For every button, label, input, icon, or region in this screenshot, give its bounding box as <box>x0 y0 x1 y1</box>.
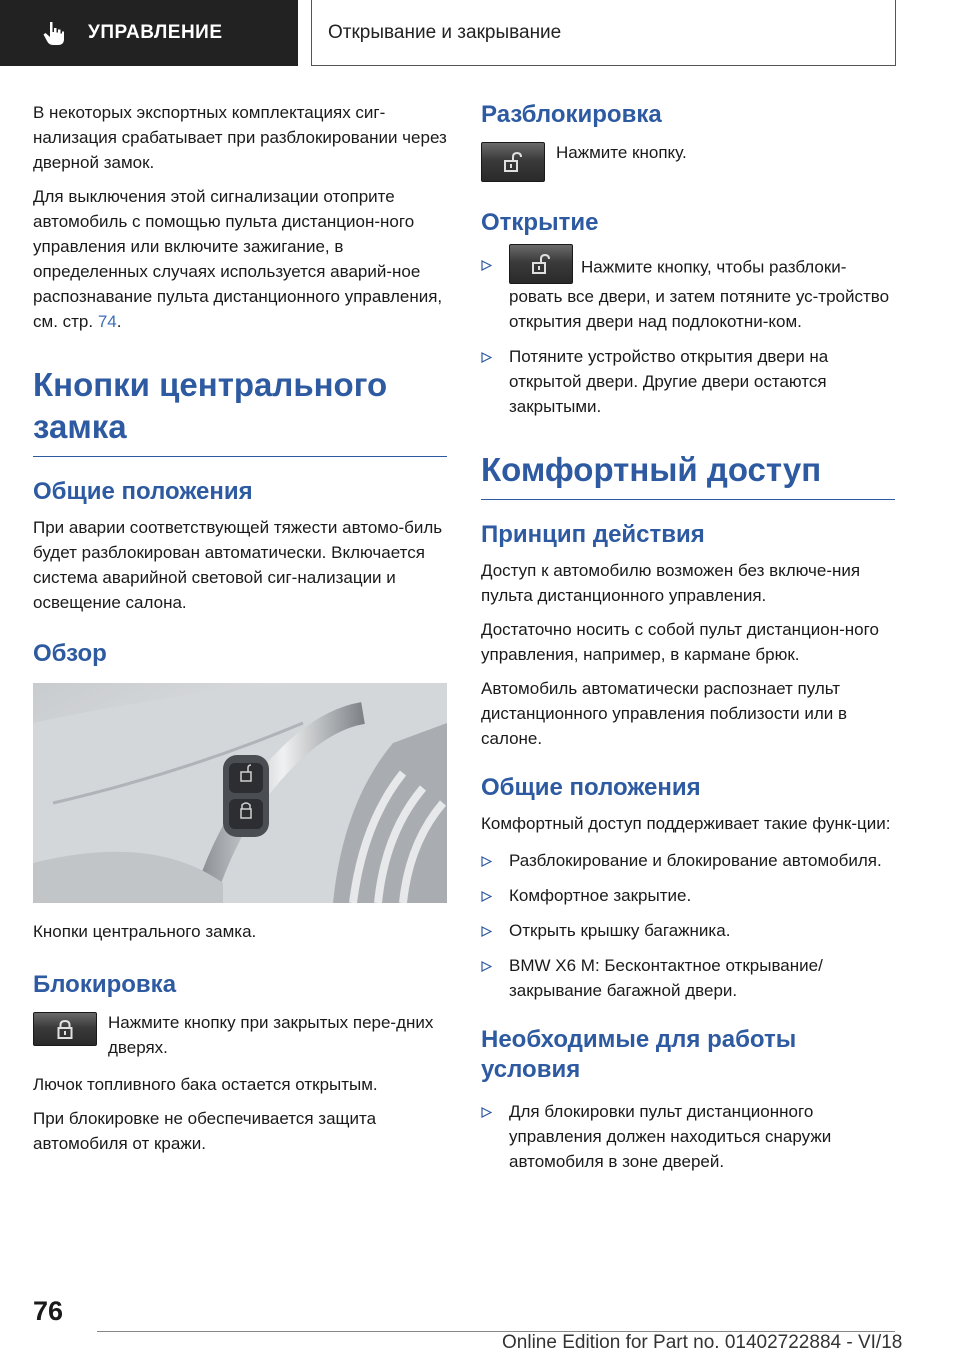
general2-heading: Общие положения <box>481 774 701 801</box>
list-item <box>481 953 895 1003</box>
bullet-triangle-icon <box>481 961 492 972</box>
unlock-instruction <box>481 140 895 182</box>
list-item <box>481 344 895 419</box>
unlock-heading: Разблокировка <box>481 101 662 128</box>
open-step-2-text: Потяните устройство открытия двери на открытой двери. Другие двери остаются закрытыми. <box>509 347 829 416</box>
lock-paragraph-1: Лючок топливного бака остается открытым. <box>33 1075 378 1094</box>
list-item <box>481 252 895 334</box>
unlock-instruction-text: Нажмите кнопку. <box>556 143 687 162</box>
conditions-heading: Необходимые для работы условия <box>481 1026 797 1083</box>
page-reference-link[interactable]: 74 <box>97 312 117 331</box>
conditions-list <box>481 1099 895 1174</box>
open-steps-list <box>481 252 895 419</box>
condition-text: Для блокировки пульт дистанционного управления должен находиться снаружи автомобиля в зоне дверей. <box>509 1102 832 1171</box>
lock-button-image <box>33 1012 97 1046</box>
lock-closed-icon <box>54 1018 76 1040</box>
page-header <box>0 0 960 66</box>
intro-paragraph-2-end: . <box>116 312 122 331</box>
bullet-triangle-icon <box>481 926 492 937</box>
intro-paragraph-2 <box>33 184 447 334</box>
section-tab <box>311 0 896 66</box>
lock-instruction <box>33 1010 447 1060</box>
general-paragraph: При аварии соответствующей тяжести автомо-биль будет разблокирован автоматически. Включается система аварийной световой сиг-нализации и освещение салона. <box>33 518 443 612</box>
principle-heading: Принцип действия <box>481 521 705 548</box>
section-title: Открывание и закрывание <box>328 21 562 43</box>
principle-paragraph-2: Достаточно носить с собой пульт дистанцион-ного управления, например, в кармане брюк. <box>481 620 879 664</box>
function-text: Комфортное закрытие. <box>509 886 692 905</box>
page-number: 76 <box>33 1296 64 1326</box>
left-column <box>33 100 447 1165</box>
lock-paragraph-2: При блокировке не обеспечивается защита автомобиля от кражи. <box>33 1109 377 1153</box>
function-text: Разблокирование и блокирование автомобиля. <box>509 851 882 870</box>
general-heading: Общие положения <box>33 478 253 505</box>
functions-list <box>481 848 895 1003</box>
list-item <box>481 883 895 908</box>
unlock-button-image <box>481 142 545 182</box>
bullet-triangle-icon <box>481 260 492 271</box>
bullet-triangle-icon <box>481 891 492 902</box>
open-heading: Открытие <box>481 209 599 236</box>
unlock-button-image <box>509 244 573 284</box>
lock-instruction-text: Нажмите кнопку при закрытых пере-дних дверях. <box>108 1013 434 1057</box>
function-text: Открыть крышку багажника. <box>509 921 731 940</box>
door-panel-image <box>33 683 447 903</box>
right-column <box>481 100 895 1186</box>
bullet-triangle-icon <box>481 352 492 363</box>
principle-paragraph-1: Доступ к автомобилю возможен без включе-ния пульта дистанционного управления. <box>481 561 861 605</box>
bullet-triangle-icon <box>481 856 492 867</box>
overview-heading: Обзор <box>33 640 107 667</box>
hand-pointer-icon <box>40 19 68 47</box>
lock-heading: Блокировка <box>33 971 177 998</box>
central-lock-heading: Кнопки центрального замка <box>33 364 447 457</box>
intro-paragraph-2-text: Для выключения этой сигнализации отоприте автомобиль с помощью пульта дистанцион-ного управления или включите зажигание, в определенных случаях используется аварий-ное распознавание пульта дистанционного управления, см. стр. <box>33 187 443 331</box>
lock-open-icon <box>530 253 552 275</box>
function-text: BMW X6 M: Бесконтактное открывание/ закрывание багажной двери. <box>509 956 823 1000</box>
central-lock-buttons-photo <box>33 683 447 903</box>
photo-caption: Кнопки центрального замка. <box>33 922 257 941</box>
list-item <box>481 1099 895 1174</box>
list-item <box>481 848 895 873</box>
open-step-1-text: Нажмите кнопку, чтобы разблоки-ровать все двери, и затем потяните ус-тройство открытия двери над подлокотни-ком. <box>509 257 890 331</box>
edition-footer: Online Edition for Part no. 01402722884 - VI/18 <box>502 1332 903 1353</box>
general2-paragraph: Комфортный доступ поддерживает такие функ-ции: <box>481 814 891 833</box>
principle-paragraph-3: Автомобиль автоматически распознает пульт дистанционного управления поблизости или в салоне. <box>481 679 847 748</box>
bullet-triangle-icon <box>481 1107 492 1118</box>
chapter-title: УПРАВЛЕНИЕ <box>88 22 223 43</box>
chapter-tab <box>0 0 298 66</box>
intro-paragraph-1: В некоторых экспортных комплектациях сиг-нализация срабатывает при разблокировании через дверной замок. <box>33 103 447 172</box>
lock-open-icon <box>502 151 524 173</box>
list-item <box>481 918 895 943</box>
comfort-access-heading: Комфортный доступ <box>481 449 895 500</box>
